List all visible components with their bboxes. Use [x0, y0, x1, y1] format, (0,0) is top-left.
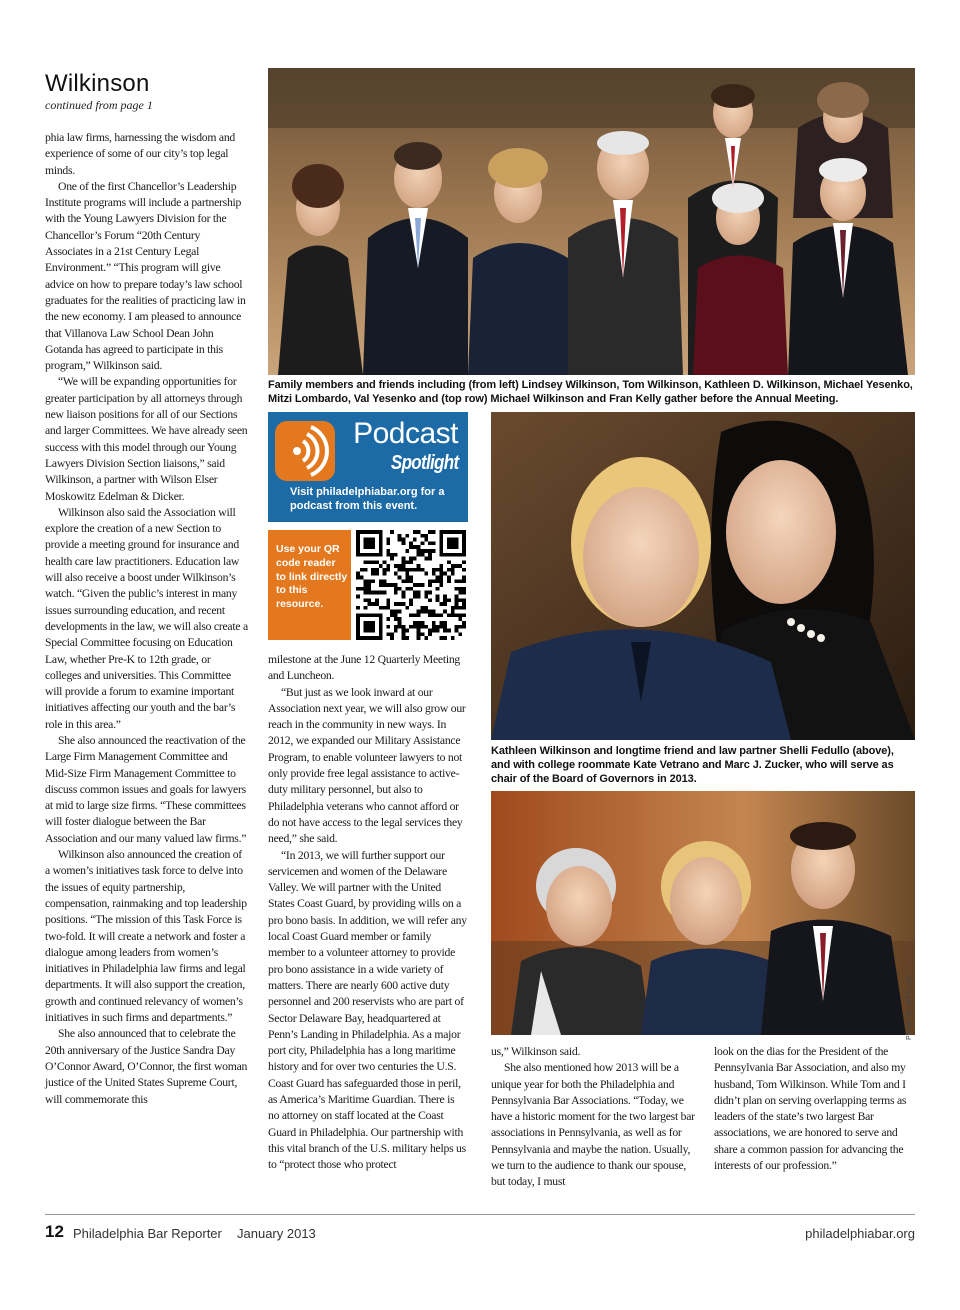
page-number: 12 [45, 1222, 64, 1241]
podcast-spotlight-box[interactable] [268, 412, 468, 522]
article-paragraph: She also announced the reactivation of the Large Firm Management Committee and Mid-Size Firm Management Committee to discuss common issues and goals for lawyers at mid to large size firms. “These committees will foster dialogue between the Bar Association and our many valued law firms.” [45, 733, 247, 845]
article-paragraph: “In 2013, we will further support our servicemen and women of the Delaware Valley. We will partner with the United States Coast Guard, by providing wills on a pro bono basis. In addition, we will refer any local Coast Guard member or family member to a volunteer attorney to provide pro bono assistance in a wide variety of matters. There are nearly 600 active duty personnel and 200 reservists who are part of Sector Delaware Bay, headquartered at Penn’s Landing in Philadelphia. As a major port city, Philadelphia has a long maritime history and for over two centuries the U.S. Coast Guard has safeguarded those in peril, as America’s Maritime Guardian. There is no attorney on staff located at the Coast Guard in Philadelphia. Our partnership with this vital branch of the U.S. military helps us to “protect those who protect [268, 848, 467, 1172]
article-paragraph: “But just as we look inward at our Association next year, we will also grow our reach in the community in new ways. In 2012, we expanded our Military Assistance Program, to enable volunteer lawyers to not only provide free legal assistance to active-duty military personnel, but also to Philadelphia veterans who cannot afford or do not have access to the legal services they need,” she said. [268, 685, 466, 846]
article-paragraph: Wilkinson also announced the creation of a women’s initiatives task force to delve into the issues of equity partnership, compensation, rainmaking and top leadership positions. “The mission of this Task Force is two-fold. It will create a network and foster a dialogue among leaders from women’s initiatives in Philadelphia law firms and legal departments. It will also support the creation, growth and continued relevancy of women’s initiatives in such firms and departments.” [45, 848, 247, 1025]
qr-instructions-box [268, 530, 351, 640]
article-paragraph: us,” Wilkinson said. [491, 1045, 581, 1058]
article-paragraph: Wilkinson also said the Association will explore the creation of a new Section to provide a meeting ground for insurance and health care law practitioners. Education law will also receive a boost under Wilkinson’s watch. “Given the public’s interest in many issues surrounding education, and recent developments in the law, we will also create a Special Committee focusing on Education Law, whether Pre-K to 12th grade, or colleges and universities. This Committee will provide a forum to examine important initiatives affecting our youth and the bar’s role in this area.” [45, 505, 248, 731]
photo-credit: Photos by Jeff Lyons [906, 975, 913, 1040]
podcast-subtitle: Spotlight [390, 452, 458, 474]
article-paragraph: She also announced that to celebrate the 20th anniversary of the Justice Sandra Day O’Connor Award, O’Connor, the first woman justice of the United States Supreme Court, will commemorate this [45, 1027, 248, 1106]
article-paragraph: “We will be expanding opportunities for greater participation by all attorneys through new liaison positions for all of our Sections and larger Committees. We have already seen success with this model through our Young Lawyers Division Section liaisons,” said Wilkinson, a partner with Wilson Elser Moskowitz Edelman & Dicker. [45, 375, 248, 503]
qr-code-icon[interactable] [356, 530, 466, 640]
article-paragraph: She also mentioned how 2013 will be a unique year for both the Philadelphia and Pennsylvania Bar Associations. “Today, we have a historic moment for the two largest bar associations in Pennsylvania, as well as for Pennsylvania and maybe the nation. Usually, we turn to the audience to thank our spouse, but today, I must [491, 1061, 695, 1189]
trio-photo [491, 791, 915, 1035]
text-column-3 [491, 1044, 696, 1191]
text-column-4 [714, 1044, 917, 1174]
footer-divider [45, 1214, 915, 1215]
publication-name: Philadelphia Bar Reporter [73, 1226, 222, 1241]
issue-date: January 2013 [237, 1226, 316, 1241]
family-group-photo [268, 68, 915, 375]
article-paragraph: One of the first Chancellor’s Leadership Institute programs will include a partnership with the Young Lawyers Division for the Chancellor’s Forum “20th Century Associates in a 21st Century Legal Environment.” “This program will give advice on how to prepare today’s law school graduates for the realities of practicing law in the new economy. I am pleased to announce that Villanova Law School Dean John Gotanda has agreed to participate in this program,” Wilkinson said. [45, 179, 246, 373]
friends-photo [491, 412, 915, 740]
continued-from-label: continued from page 1 [45, 98, 153, 112]
text-column-2 [268, 652, 468, 1174]
friends-photo-caption: Kathleen Wilkinson and longtime friend and law partner Shelli Fedullo (above), and with college roommate Kate Vetrano and Marc J. Zucker, who will serve as chair of the Board of Governors in 2013. [491, 745, 894, 785]
article-paragraph: phia law firms, harnessing the wisdom and experience of some of our city’s top legal minds. [45, 131, 236, 177]
website-link[interactable]: philadelphiabar.org [805, 1226, 915, 1241]
podcast-description: Visit philadelphiabar.org for a podcast from this event. [290, 486, 445, 512]
qr-instructions-text: Use your QR code reader to link directly to this resource. [276, 543, 348, 611]
podcast-broadcast-icon [275, 421, 335, 481]
podcast-title: Podcast [353, 417, 458, 450]
article-paragraph: look on the dias for the President of the Pennsylvania Bar Association, and also my husband, Tom Wilkinson. While Tom and I didn’t plan on serving overlapping terms as leaders of the state’s two largest Bar associations, we are honored to serve and share a common passion for advancing the interests of our profession.” [714, 1045, 907, 1173]
text-column-1 [45, 130, 248, 1108]
article-paragraph: milestone at the June 12 Quarterly Meeting and Luncheon. [268, 653, 461, 683]
article-headline: Wilkinson [45, 70, 150, 97]
family-photo-caption: Family members and friends including (from left) Lindsey Wilkinson, Tom Wilkinson, Kathleen D. Wilkinson, Michael Yesenko, Mitzi Lombardo, Val Yesenko and (top row) Michael Wilkinson and Fran Kelly gather before the Annual Meeting. [268, 379, 913, 405]
